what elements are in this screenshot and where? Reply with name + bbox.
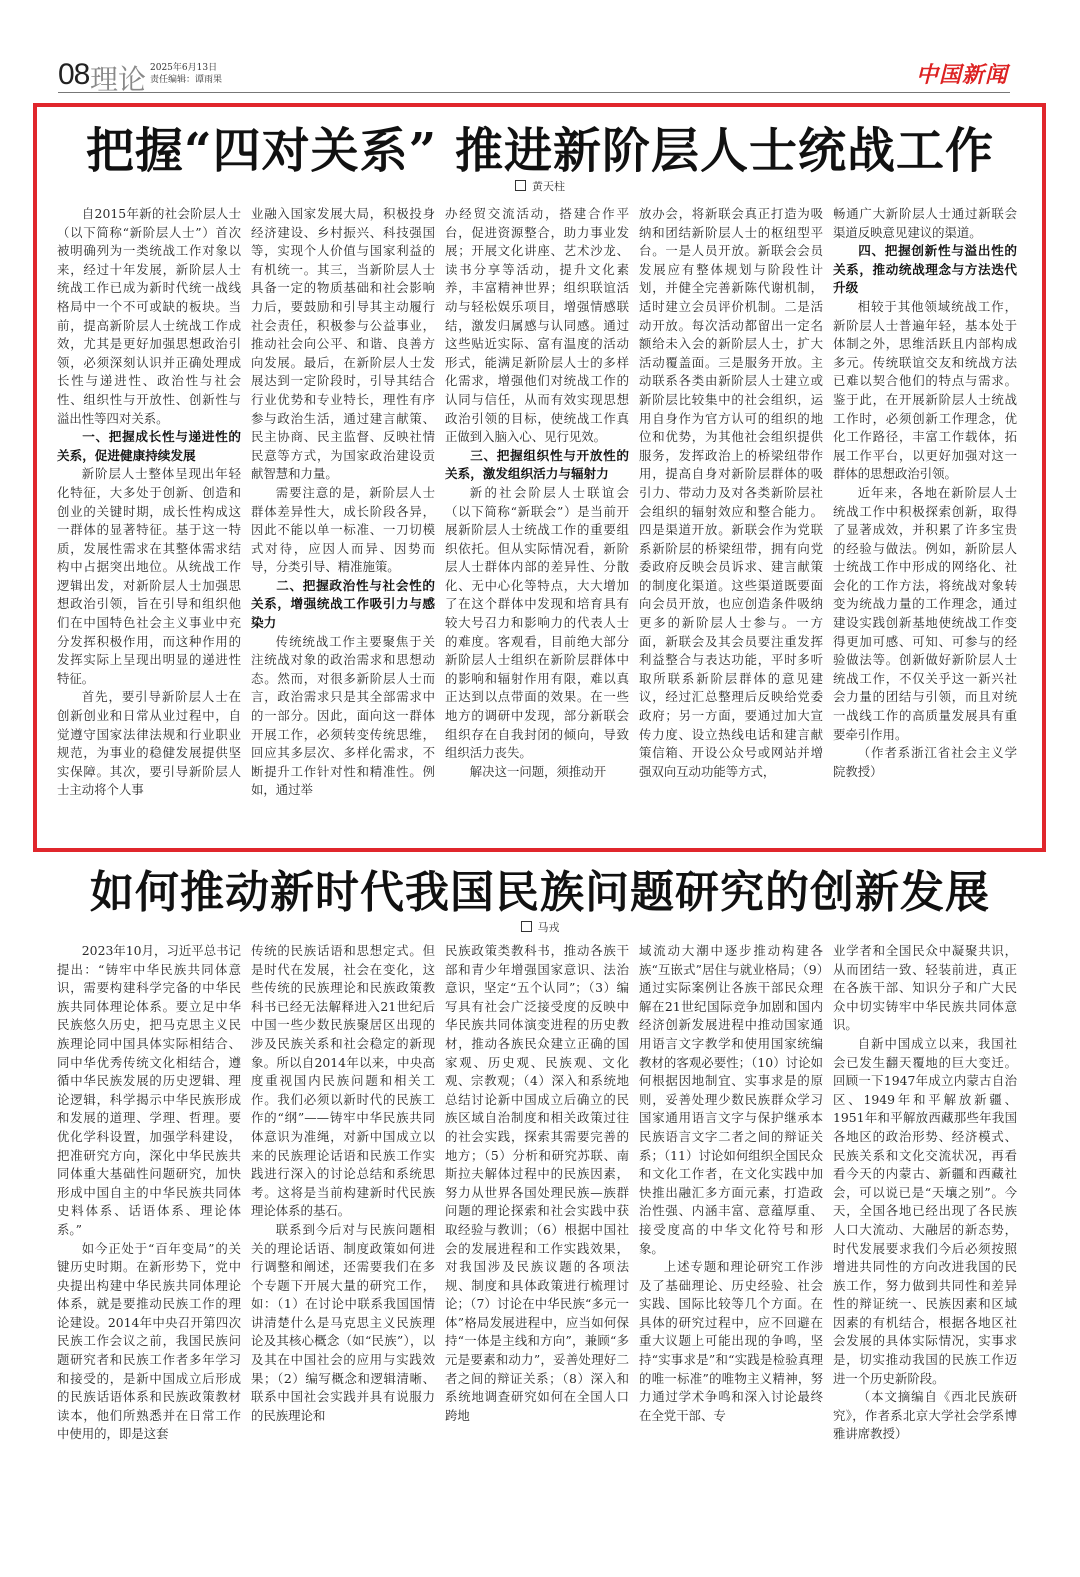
paragraph: 自2015年新的社会阶层人士（以下简称“新阶层人士”）首次被明确列为一类统战工作对象以来，经过十年发展，新阶层人士统战工作已成为新时代统一战线格局中一个不可或缺的板块。当前，提高新阶层人士统战工作成效，尤其是更好加强思想政治引领，必须深刻认识并正确处理成长性与递进性、政治性与社会性、组织性与开放性、创新性与溢出性等四对关系。: [57, 206, 241, 426]
issue-meta: [150, 62, 222, 86]
section-name: 理论: [90, 63, 147, 96]
paragraph: 新的社会阶层人士联谊会（以下简称“新联会”）是当前开展新阶层人士统战工作的重要组织依托。但从实际情况看，新阶层人士群体内部的差异性、分散化、无中心化等特点，大大增加了在这个群体中发现和培育具有较大号召力和影响力的代表人士的难度。客观看，目前绝大部分新阶层人士组织在新阶层群体中的影响和辐射作用有限，难以真正达到以点带面的效果。在一些地方的调研中发现，部分新联会组织存在自我封闭的倾向，导致组织活力丧失。: [445, 484, 629, 761]
section-heading: 三、把握组织性与开放性的关系，激发组织活力与辐射力: [445, 447, 629, 482]
paragraph: 解决这一问题，须推动开: [469, 763, 607, 779]
issue-date: 2025年6月13日: [150, 63, 218, 73]
paragraph: 放办会，将新联会真正打造为吸纳和团结新阶层人士的枢纽型平台。一是人员开放。新联会会员发展应有整体规划与阶段性计划，并健全完善新陈代谢机制，适时建立会员评价机制。二是活动开放。每次活动都留出一定名额给未入会的新阶层人士，扩大活动覆盖面。三是服务开放。主动联系各类由新阶层人士建立或新阶层比较集中的社会组织，运用自身作为官方认可的组织的地位和优势，为其他社会组织提供服务，发挥政治上的桥梁纽带作用，提高自身对新阶层群体的吸引力、带动力及对各类新阶层社会组织的辐射效应和整合能力。四是渠道开放。新联会作为党联系新阶层的桥梁纽带，拥有向党委政府反映会员诉求、建言献策的制度化渠道。这些渠道既要面向会员开放，也应创造条件吸纳更多的新阶层人士参与。一方面，新联会及其会员要注重发挥利益整合与表达功能，平时多听取所联系新阶层群体的意见建议，经过汇总整理后反映给党委政府；另一方面，要通过加大宣传力度、设立热线电话和建言献策信箱、开设公众号或网站并增强双向互动功能等方式，: [639, 206, 823, 779]
article2-body: [57, 942, 1017, 1444]
text-column: [251, 942, 435, 1444]
page-number: 08: [58, 58, 90, 91]
paragraph: （作者系浙江省社会主义学院教授）: [833, 745, 1017, 779]
paragraph: 2023年10月，习近平总书记提出：“铸牢中华民族共同体意识，需要构建科学完备的中华民族共同体理论体系。要立足中华民族悠久历史，把马克思主义民族理论同中国具体实际相结合、同中华优秀传统文化相结合，遵循中华民族发展的历史逻辑、理论逻辑，科学揭示中华民族形成和发展的道理、学理、哲理。要优化学科设置，加强学科建设，把准研究方向，深化中华民族共同体重大基础性问题研究，加快形成中国自主的中华民族共同体史料体系、话语体系、理论体系。”: [57, 943, 241, 1237]
paragraph: 业融入国家发展大局，积极投身经济建设、乡村振兴、科技强国等，实现个人价值与国家利益的有机统一。其三，当新阶层人士具备一定的物质基础和社会影响力后，要鼓励和引导其主动履行社会责任，积极参与公益事业，推动社会向公平、和谐、良善方向发展。最后，在新阶层人士发展达到一定阶段时，引导其结合行业优势和专业特长，理性有序参与政治生活，通过建言献策、民主协商、民主监督、反映社情民意等方式，为国家政治建设贡献智慧和力量。: [251, 206, 435, 482]
square-icon: [515, 180, 526, 191]
paragraph: 首先，要引导新阶层人士在创新创业和日常从业过程中，自觉遵守国家法律法规和行业职业规范，为事业的稳健发展提供坚实保障。其次，要引导新阶层人士主动将个人事: [57, 689, 241, 798]
article2-byline: [0, 919, 1080, 935]
square-icon: [521, 921, 532, 932]
paragraph: 联系到今后对与民族问题相关的理论话语、制度政策如何进行调整和阐述，还需要我们在多个专题下开展大量的研究工作，如：（1）在讨论中联系我国国情讲清楚什么是马克思主义民族理论及其核心概念（如“民族”），以及其在中国社会的应用与实践效果；（2）编写概念和逻辑清晰、联系中国社会实践并具有说服力的民族理论和: [251, 1221, 435, 1423]
article2-title: 如何推动新时代我国民族问题研究的创新发展: [90, 867, 990, 918]
paragraph: 需要注意的是，新阶层人士群体差异性大，成长阶段各异，因此不能以单一标准、一刀切模式对待，应因人而异、因势而导，分类引导、精准施策。: [251, 484, 435, 575]
paragraph: 传统的民族话语和思想定式。但是时代在发展，社会在变化，这些传统的民族理论和民族政策教科书已经无法解释进入21世纪后中国一些少数民族聚居区出现的涉及民族关系和社会稳定的新现象。所以自2014年以来，中央高度重视国内民族问题和相关工作。我们必须以新时代的民族工作的“纲”——铸牢中华民族共同体意识为准绳，对新中国成立以来的民族理论话语和民族工作实践进行深入的讨论总结和系统思考。这将是当前构建新时代民族理论体系的基石。: [251, 943, 435, 1219]
paragraph: 民族政策类教科书，推动各族干部和青少年增强国家意识、法治意识，坚定“五个认同”；（3）编写具有社会广泛接受度的反映中华民族共同体演变进程的历史教材，推动各族民众建立正确的国家观、历史观、民族观、文化观、宗教观；（4）深入和系统地总结讨论新中国成立后确立的民族区域自治制度和相关政策过往的社会实践，探索其需要完善的地方；（5）分析和研究苏联、南斯拉夫解体过程中的民族因素，努力从世界各国处理民族—族群问题的理论探索和社会实践中获取经验与教训；（6）根据中国社会的发展进程和工作实践效果，对我国涉及民族议题的各项法规、制度和具体政策进行梳理讨论；（7）讨论在中华民族“多元一体”格局发展进程中，应当如何保持“一体是主线和方向”，兼顾“多元是要素和动力”，妥善处理好二者之间的辩证关系；（8）深入和系统地调查研究如何在全国人口跨地: [445, 943, 629, 1423]
section-heading: 四、把握创新性与溢出性的关系，推动统战理念与方法迭代升级: [833, 243, 1017, 296]
text-column: [833, 205, 1017, 800]
newspaper-logo: 中国新闻: [915, 62, 1008, 88]
paragraph: 畅通广大新阶层人士通过新联会渠道反映意见建议的渠道。: [833, 206, 1017, 240]
text-column: [445, 942, 629, 1444]
article1-author: 黄天柱: [532, 180, 565, 193]
text-column: [639, 942, 823, 1444]
paragraph: 域流动大潮中逐步推动构建各族“互嵌式”居住与就业格局；（9）通过实际案例让各族干部民众理解在21世纪国际竞争加剧和国内经济创新发展进程中推动国家通用语言文字教学和使用国家统编教材的客观必要性；（10）讨论如何根据因地制宜、实事求是的原则，妥善处理少数民族群众学习国家通用语言文字与保护继承本民族语言文字二者之间的辩证关系；（11）讨论如何组织全国民众和文化工作者，在文化实践中加快推出融汇多方面元素，打造政治性强、内涵丰富、意蕴厚重、接受度高的中华文化符号和形象。: [639, 943, 823, 1256]
editor-credit: 责任编辑：谭雨果: [150, 75, 223, 85]
paragraph: 近年来，各地在新阶层人士统战工作中积极探索创新，取得了显著成效，并积累了许多宝贵的经验与做法。例如，新阶层人士统战工作中形成的网络化、社会化的工作方法，将统战对象转变为统战力量的工作理念，通过建设实践创新基地使统战工作变得更加可感、可知、可参与的经验做法等。创新做好新阶层人士统战工作，不仅关乎这一新兴社会力量的团结与引领，而且对统一战线工作的高质量发展具有重要牵引作用。: [833, 484, 1017, 742]
paragraph: 传统统战工作主要聚焦于关注统战对象的政治需求和思想动态。然而，对很多新阶层人士而言，政治需求只是其全部需求中的一部分。因此，面向这一群体开展工作，必须转变传统思维，回应其多层次、多样化需求，不断提升工作针对性和精准性。例如，通过举: [251, 633, 435, 798]
paragraph: 如今正处于“百年变局”的关键历史时期。在新形势下，党中央提出构建中华民族共同体理论体系，就是要推动民族工作的理论建设。2014年中央召开第四次民族工作会议之前，我国民族问题研究者和民族工作者多年学习和接受的，是新中国成立后形成的民族话语体系和民族政策教材读本，他们所熟悉并在日常工作中使用的，即是这套: [57, 1240, 241, 1442]
text-column: [57, 942, 241, 1444]
article1-title: 把握“四对关系” 推进新阶层人士统战工作: [86, 123, 994, 179]
paragraph: 上述专题和理论研究工作涉及了基础理论、历史经验、社会实践、国际比较等几个方面。在具体的研究过程中，应不回避在重大议题上可能出现的争鸣，坚持“实事求是”和“实践是检验真理的唯一标准”的唯物主义精神，努力通过学术争鸣和深入讨论最终在全党干部、专: [639, 1259, 823, 1423]
article2-author: 马戎: [537, 921, 560, 934]
text-column: [445, 205, 629, 800]
text-column: [833, 942, 1017, 1444]
page-header: [58, 56, 1010, 96]
article1-byline: [0, 178, 1080, 194]
text-column: [57, 205, 241, 800]
paragraph: 自新中国成立以来，我国社会已发生翻天覆地的巨大变迁。回顾一下1947年成立内蒙古自治区、1949年和平解放新疆、1951年和平解放西藏那些年我国各地区的政治形势、经济模式、民族关系和文化交流状况，再看看今天的内蒙古、新疆和西藏社会，可以说已是“天壤之别”。今天，全国各地已经出现了各民族人口大流动、大融居的新态势，时代发展要求我们今后必须按照增进共同性的方向改进我国的民族工作，努力做到共同性和差异性的辩证统一、民族因素和区域因素的有机结合，根据各地区社会发展的具体实际情况，实事求是，切实推动我国的民族工作迈进一个历史新阶段。: [833, 1035, 1017, 1386]
paragraph: 相较于其他领域统战工作，新阶层人士普遍年轻，基本处于体制之外，思维活跃且内部构成多元。传统联谊交友和统战方法已难以契合他们的特点与需求。鉴于此，在开展新阶层人士统战工作时，必须创新工作理念，优化工作路径，丰富工作载体，拓展工作平台，以更好加强对这一群体的思想政治引领。: [833, 298, 1017, 482]
paragraph: 业学者和全国民众中凝聚共识，从而团结一致、轻装前进，真正在各族干部、知识分子和广大民众中切实铸牢中华民族共同体意识。: [833, 943, 1017, 1033]
paragraph: 新阶层人士整体呈现出年轻化特征，大多处于创新、创造和创业的关键时期，成长性构成这一群体的显著特征。基于这一特质，发展性需求在其整体需求结构中占据突出地位。从统战工作逻辑出发，对新阶层人士加强思想政治引领，旨在引导和组织他们在中国特色社会主义事业中充分发挥积极作用，而这种作用的发挥实际上呈现出明显的递进性特征。: [57, 466, 241, 686]
text-column: [251, 205, 435, 800]
section-heading: 一、把握成长性与递进性的关系，促进健康持续发展: [57, 429, 241, 463]
paragraph: 办经贸交流活动，搭建合作平台，促进资源整合，助力事业发展；开展文化讲座、艺术沙龙、读书分享等活动，提升文化素养，丰富精神世界；组织联谊活动与轻松娱乐项目，增强情感联结，激发归属感与认同感。通过这些贴近实际、富有温度的活动形式，能满足新阶层人士的多样化需求，增强他们对统战工作的认同与信任，从而有效实现思想政治引领的目标，使统战工作真正做到入脑入心、见行见效。: [445, 206, 629, 445]
article1-body: [57, 205, 1017, 800]
section-heading: 二、把握政治性与社会性的关系，增强统战工作吸引力与感染力: [251, 577, 435, 631]
text-column: [639, 205, 823, 800]
paragraph: （本文摘编自《西北民族研究》，作者系北京大学社会学系博雅讲席教授）: [833, 1389, 1017, 1442]
